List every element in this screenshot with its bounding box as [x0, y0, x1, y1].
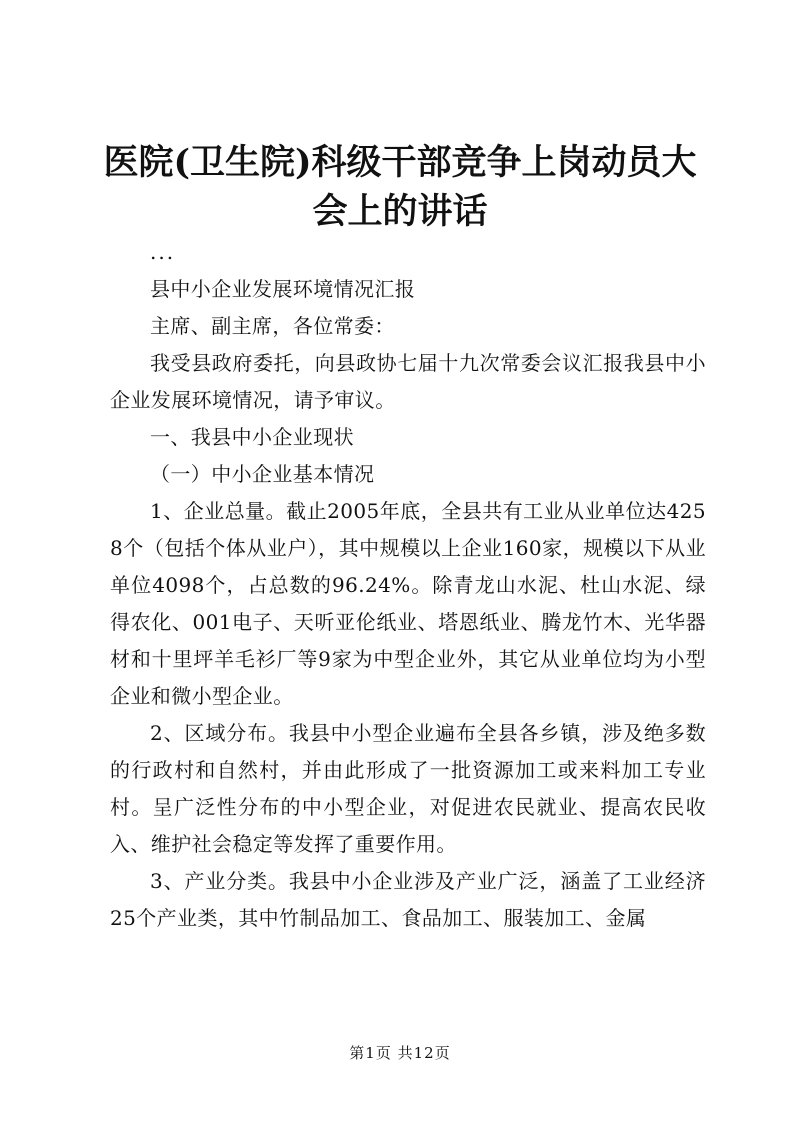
ellipsis-line: ...: [150, 240, 176, 264]
page-number-footer: 第1页 共12页: [349, 1044, 451, 1062]
salutation: 主席、副主席，各位常委：: [150, 314, 395, 338]
report-heading: 县中小企业发展环境情况汇报: [150, 277, 416, 301]
document-body: [110, 234, 706, 937]
intro-paragraph: 我受县政府委托，向县政协七届十九次常委会议汇报我县中小企业发展环境情况，请予审议。: [110, 351, 706, 412]
subsection-heading-1: （一）中小企业基本情况: [150, 462, 375, 486]
section-heading-1: 一、我县中小企业现状: [150, 425, 354, 449]
paragraph-enterprise-total: 1、企业总量。截止2005年底，全县共有工业从业单位达4258个（包括个体从业户），其中规模以上企业160家，规模以下从业单位4098个，占总数的96.24%。除青龙山水泥、杜山水泥、绿得农化、001电子、天听亚伦纸业、塔恩纸业、腾龙竹木、光华器材和十里坪羊毛衫厂等9家为中型企业外，其它从业单位均为小型企业和微小型企业。: [110, 499, 706, 708]
paragraph-industry-classification: 3、产业分类。我县中小企业涉及产业广泛，涵盖了工业经济25个产业类，其中竹制品加工、食品加工、服装加工、金属: [110, 869, 706, 930]
document-title: 医院(卫生院)科级干部竞争上岗动员大会上的讲话: [103, 142, 697, 232]
paragraph-regional-distribution: 2、区域分布。我县中小型企业遍布全县各乡镇，涉及绝多数的行政村和自然村，并由此形成了一批资源加工或来料加工专业村。呈广泛性分布的中小型企业，对促进农民就业、提高农民收入、维护社会稳定等发挥了重要作用。: [110, 721, 706, 856]
